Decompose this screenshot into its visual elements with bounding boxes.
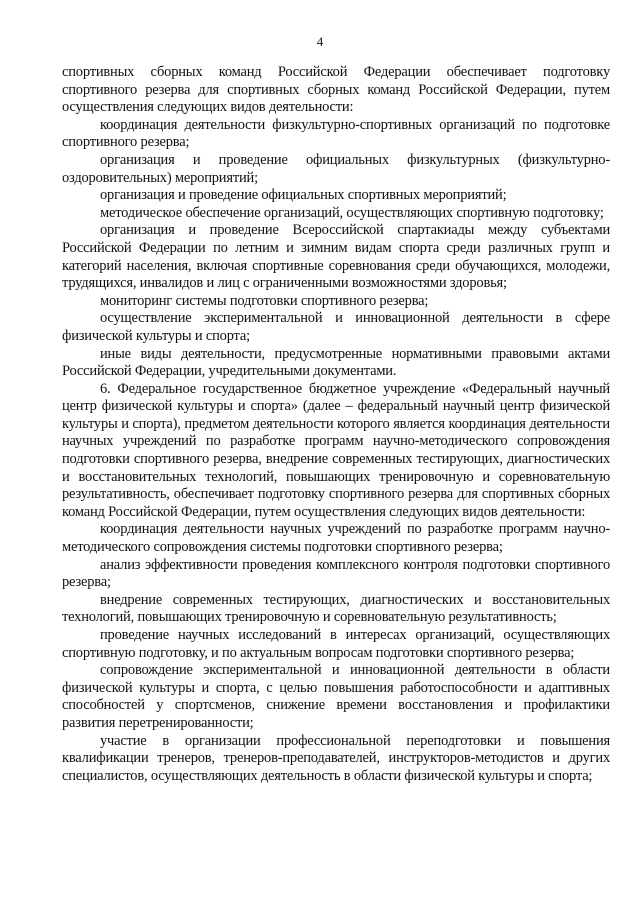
page-number: 4 — [316, 34, 324, 49]
paragraph: анализ эффективности проведения комплексного контроля подготовки спортивного резерва; — [62, 556, 610, 591]
paragraph: осуществление экспериментальной и инновационной деятельности в сфере физической культуры и спорта; — [62, 310, 610, 344]
paragraph: организация и проведение Всероссийской спартакиады между субъектами Российской Федерации по летним и зимним видам спорта среди различных групп и категорий населения, включая спортивные соревнования среди обучающихся, молодежи, трудящихся, инвалидов и лиц с ограниченными возможностями здоровья; — [62, 222, 610, 292]
paragraph: координация деятельности научных учреждений по разработке программ научно-методического сопровождения системы подготовки спортивного резерва; — [62, 521, 610, 556]
paragraph: участие в организации профессиональной переподготовки и повышения квалификации тренеров, тренеров-преподавателей, инструкторов-методистов и других специалистов, осуществляющих деятельность в области физической культуры и спорта; — [62, 732, 610, 784]
paragraph: внедрение современных тестирующих, диагностических и восстановительных технологий, повышающих тренировочную и соревновательную результативность; — [62, 591, 610, 626]
paragraph: координация деятельности физкультурно-спортивных организаций по подготовке спортивного резерва; — [62, 116, 610, 151]
paragraph: спортивных сборных команд Российской Федерации обеспечивает подготовку спортивного резерва для спортивных сборных команд Российской Федерации, путем осуществления следующих видов деятельности: — [62, 64, 610, 116]
paragraph: методическое обеспечение организаций, осуществляющих спортивную подготовку; — [100, 204, 604, 221]
paragraph: организация и проведение официальных спортивных мероприятий; — [100, 187, 507, 204]
paragraph: мониторинг системы подготовки спортивного резерва; — [100, 292, 429, 309]
document-body — [62, 64, 610, 785]
section-6-paragraph: 6. Федеральное государственное бюджетное учреждение «Федеральный научный центр физической культуры и спорта» (далее – федеральный научный центр физической культуры и спорта), предметом деятельности которого является координация деятельности научных учреждений по разработке программ научно-методического сопровождения подготовки спортивного резерва, внедрение современных тестирующих, диагностических и восстановительных технологий, повышающих тренировочную и соревновательную результативность, обеспечивает подготовку спортивного резерва для спортивных сборных команд Российской Федерации, путем осуществления следующих видов деятельности: — [62, 380, 610, 520]
paragraph: сопровождение экспериментальной и инновационной деятельности в области физической культуры и спорта, с целью повышения работоспособности и адаптивных способностей у спортсменов, снижение времени восстановления и профилактики развития перетренированности; — [62, 662, 610, 731]
paragraph: организация и проведение официальных физкультурных (физкультурно-оздоровительных) мероприятий; — [62, 151, 610, 186]
paragraph: проведение научных исследований в интересах организаций, осуществляющих спортивную подготовку, и по актуальным вопросам подготовки спортивного резерва; — [62, 627, 610, 661]
paragraph: иные виды деятельности, предусмотренные нормативными правовыми актами Российской Федерации, учредительными документами. — [62, 345, 610, 380]
